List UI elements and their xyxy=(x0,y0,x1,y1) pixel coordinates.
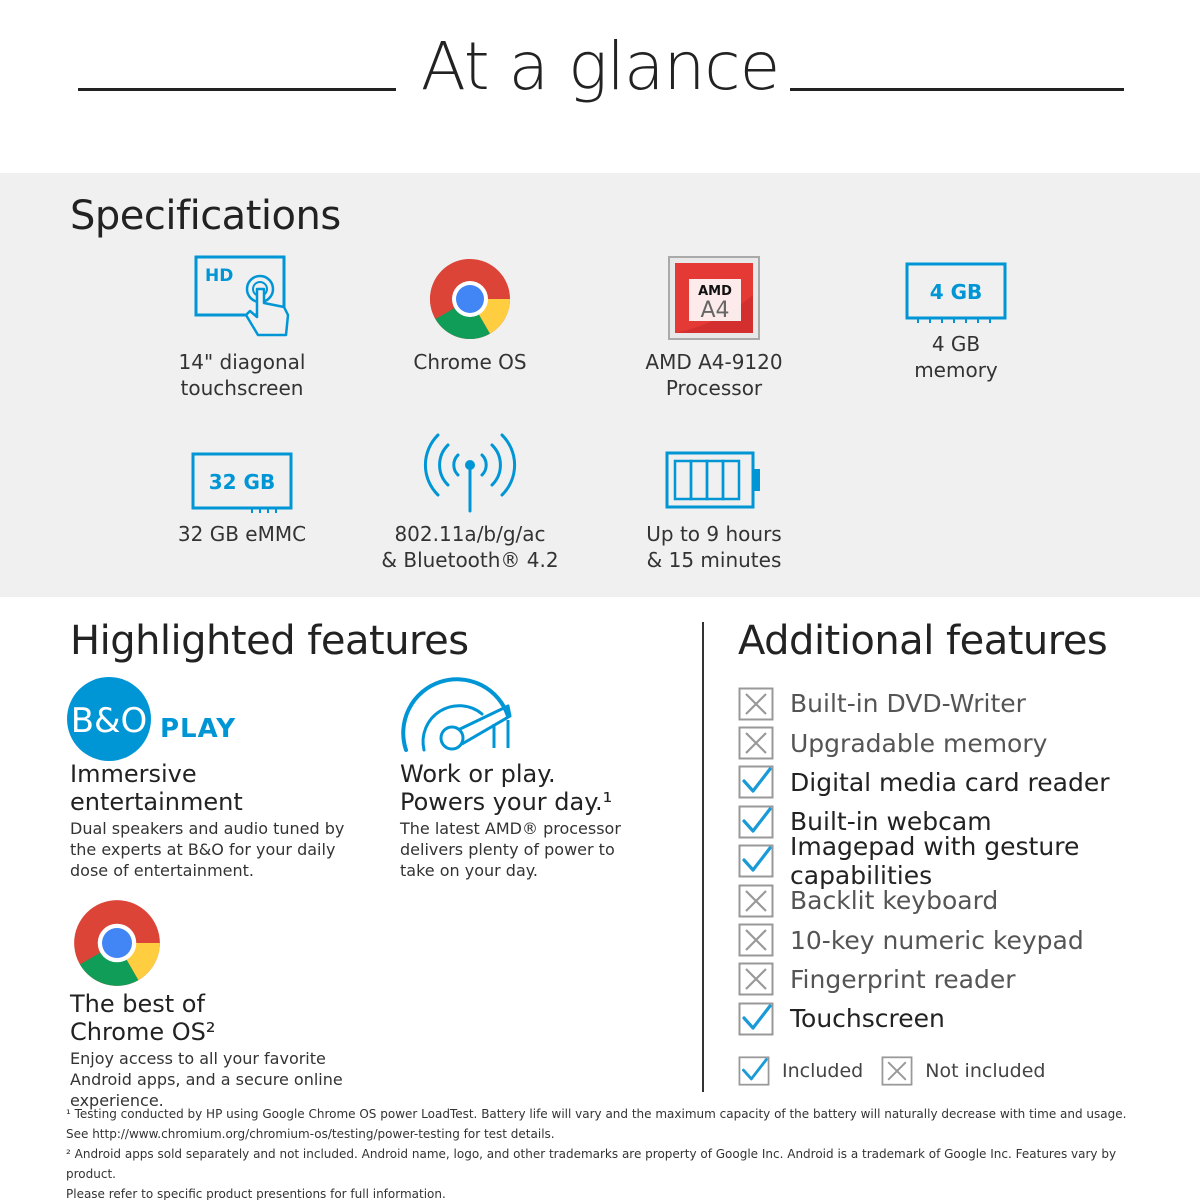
spec-label: Up to 9 hours & 15 minutes xyxy=(646,522,782,572)
svg-text:B&O: B&O xyxy=(70,701,148,741)
feature-item: Upgradable memory xyxy=(738,723,1200,762)
title-rule-right xyxy=(790,88,1124,91)
hd-touchscreen-icon xyxy=(122,251,362,341)
wireless-icon xyxy=(350,423,590,513)
spec-label: 802.11a/b/g/ac & Bluetooth® 4.2 xyxy=(381,522,559,572)
checkmark-icon xyxy=(738,1056,770,1086)
spec-memory xyxy=(836,251,1076,383)
feature-immersive-entertainment xyxy=(70,760,350,881)
spec-battery xyxy=(594,423,834,573)
feature-item: Backlit keyboard xyxy=(738,881,1200,920)
amd-a4-processor-icon xyxy=(594,251,834,341)
feature-item: Imagepad with gesture capabilities xyxy=(738,842,1200,881)
feature-title: Work or play. Powers your day.¹ xyxy=(400,760,613,816)
specifications-section xyxy=(0,173,1200,597)
chrome-icon xyxy=(72,898,162,992)
legend xyxy=(738,1056,1063,1086)
svg-text:AMD: AMD xyxy=(698,284,732,299)
feature-description: The latest AMD® processor delivers plenty of power to take on your day. xyxy=(400,819,621,880)
feature-title: The best of Chrome OS² xyxy=(70,990,216,1046)
battery-icon xyxy=(594,423,834,513)
feature-item: Built-in DVD-Writer xyxy=(738,684,1200,723)
spec-wireless xyxy=(350,423,590,573)
feature-item: Fingerprint reader xyxy=(738,960,1200,999)
checkmark-icon xyxy=(738,1002,774,1036)
chrome-os-icon xyxy=(350,251,590,341)
bo-logo-icon xyxy=(66,676,152,766)
spec-chrome-os xyxy=(350,251,590,375)
speedometer-icon xyxy=(396,676,520,760)
svg-text:4 GB: 4 GB xyxy=(929,280,983,304)
feature-item: Touchscreen xyxy=(738,999,1200,1038)
feature-description: Dual speakers and audio tuned by the experts at B&O for your daily dose of entertainment. xyxy=(70,819,345,880)
feature-work-or-play xyxy=(400,760,650,881)
legend-not-included-label: Not included xyxy=(925,1060,1046,1082)
spec-label: 32 GB eMMC xyxy=(177,522,307,546)
feature-title: Immersive entertainment xyxy=(70,760,243,816)
spec-touchscreen xyxy=(122,251,362,401)
x-mark-icon xyxy=(738,687,774,721)
footnote-line: ¹ Testing conducted by HP using Google Chrome OS power LoadTest. Battery life will vary and the maximum capacity of the battery will naturally decrease with time and usage. xyxy=(66,1107,1127,1121)
footnotes xyxy=(66,1104,1166,1200)
specifications-heading: Specifications xyxy=(70,193,341,239)
additional-features-list xyxy=(738,684,1200,1039)
svg-text:A4: A4 xyxy=(700,298,730,323)
section-divider xyxy=(702,622,704,1092)
additional-features-heading: Additional features xyxy=(738,618,1108,664)
page-title: At a glance xyxy=(420,28,780,105)
legend-included-label: Included xyxy=(782,1060,864,1082)
x-mark-icon xyxy=(738,884,774,918)
feature-best-of-chrome xyxy=(70,990,390,1111)
svg-text:32 GB: 32 GB xyxy=(208,470,276,494)
x-mark-icon xyxy=(738,962,774,996)
footnote-line: See http://www.chromium.org/chromium-os/testing/power-testing for test details. xyxy=(66,1127,555,1141)
x-mark-icon xyxy=(738,923,774,957)
spec-label: 14" diagonal touchscreen xyxy=(178,350,306,400)
checkmark-icon xyxy=(738,805,774,839)
checkmark-icon xyxy=(738,844,774,878)
feature-item: 10-key numeric keypad xyxy=(738,920,1200,959)
feature-item: Digital media card reader xyxy=(738,763,1200,802)
spec-storage xyxy=(122,441,362,547)
spec-processor xyxy=(594,251,834,401)
checkmark-icon xyxy=(738,765,774,799)
spec-label: Chrome OS xyxy=(413,350,527,374)
footnote-line: Please refer to specific product presentions for full information. xyxy=(66,1187,446,1200)
x-mark-icon xyxy=(738,726,774,760)
highlighted-features-heading: Highlighted features xyxy=(70,618,469,664)
memory-4gb-icon xyxy=(836,251,1076,323)
title-banner xyxy=(0,28,1200,108)
spec-label: AMD A4-9120 Processor xyxy=(645,350,783,400)
feature-item: Built-in webcam xyxy=(738,802,1200,841)
feature-description: Enjoy access to all your favorite Android apps, and a secure online experience. xyxy=(70,1049,343,1110)
x-mark-icon xyxy=(881,1056,913,1086)
footnote-line: ² Android apps sold separately and not included. Android name, logo, and other trademarks are property of Google Inc. Android is a trademark of Google Inc. Features vary by product. xyxy=(66,1147,1117,1181)
hd-icon-text: HD xyxy=(205,266,234,286)
spec-label: 4 GB memory xyxy=(914,332,998,382)
play-label: PLAY xyxy=(160,714,237,744)
storage-32gb-icon xyxy=(122,441,362,513)
